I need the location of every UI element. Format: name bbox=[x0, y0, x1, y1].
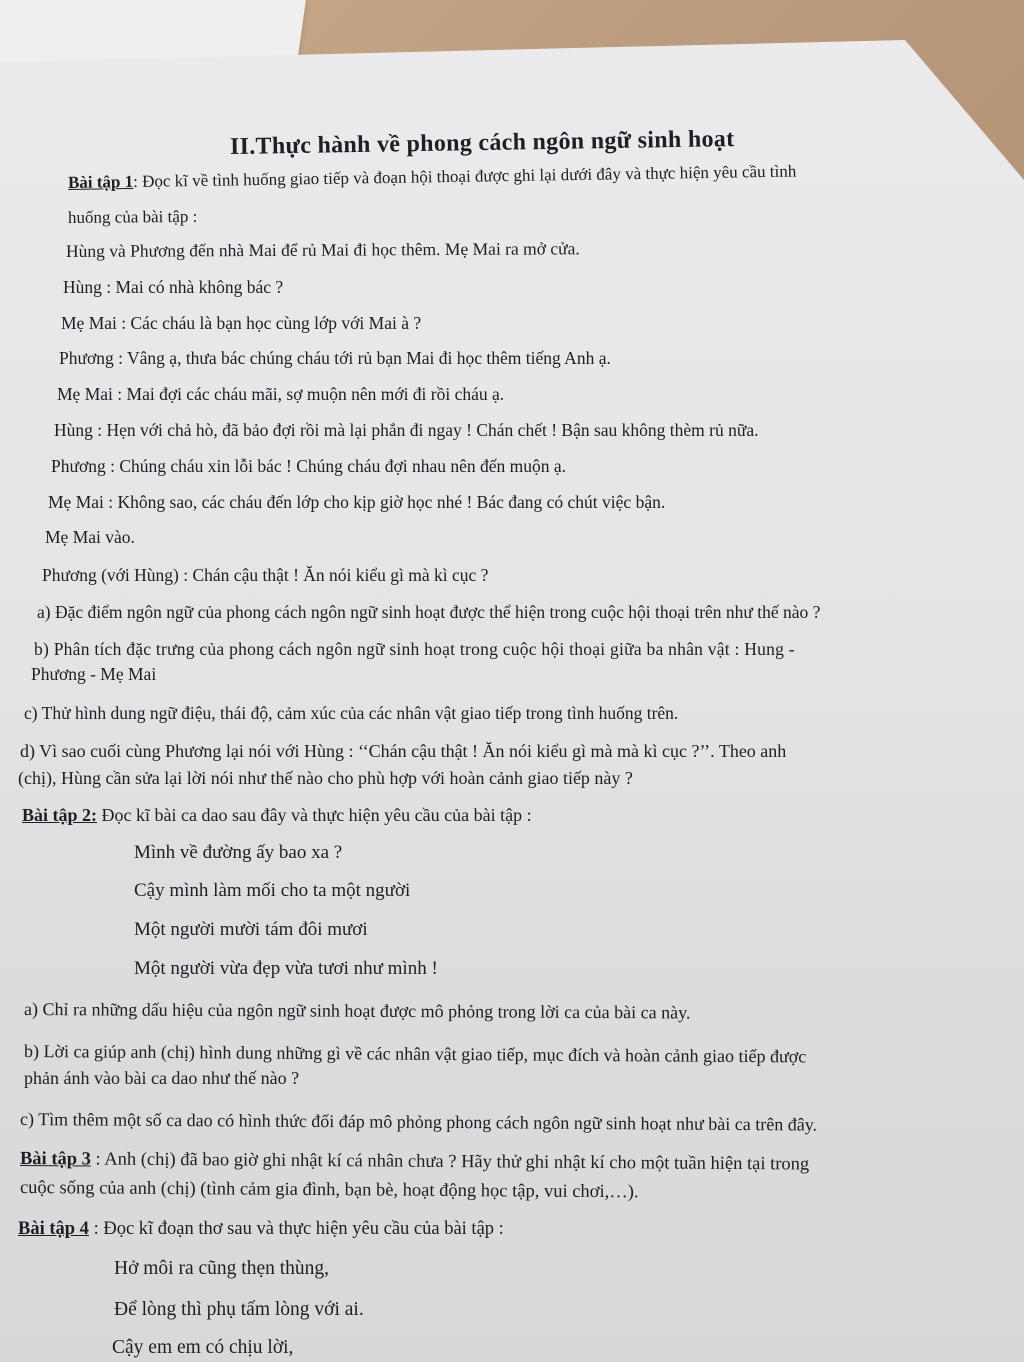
ex1-question-b-line1: b) Phân tích đặc trưng của phong cách ngôn ngữ sinh hoạt trong cuộc hội thoại giữa ba nhân vật : Hung - bbox=[34, 639, 795, 659]
ex2-intro-text: Đọc kĩ bài ca dao sau đây và thực hiện yêu cầu của bài tập : bbox=[97, 805, 532, 825]
ex2-question-a: a) Chỉ ra những dấu hiệu của ngôn ngữ sinh hoạt được mô phỏng trong lời ca của bài ca này. bbox=[23, 999, 691, 1023]
dialogue-line-3: Mẹ Mai : Các cháu là bạn học cùng lớp với Mai à ? bbox=[61, 313, 422, 333]
dialogue-line-7: Phương : Chúng cháu xin lỗi bác ! Chúng cháu đợi nhau nên đến muộn ạ. bbox=[51, 456, 566, 476]
ex3-line1 bbox=[20, 1148, 809, 1176]
ex2-poem-line-3: Một người mười tám đôi mươi bbox=[134, 919, 368, 940]
ex1-label: Bài tập 1 bbox=[67, 171, 134, 192]
dialogue-line-4: Phương : Vâng ạ, thưa bác chúng cháu tới rủ bạn Mai đi học thêm tiếng Anh ạ. bbox=[59, 348, 611, 368]
dialogue-line-10: Phương (với Hùng) : Chán cậu thật ! Ăn nói kiểu gì mà kì cục ? bbox=[42, 565, 489, 585]
dialogue-line-1: Hùng và Phương đến nhà Mai để rủ Mai đi học thêm. Mẹ Mai ra mở cửa. bbox=[65, 238, 580, 261]
ex4-poem-line-1: Hở môi ra cũng thẹn thùng, bbox=[114, 1258, 330, 1279]
ex1-question-c: c) Thử hình dung ngữ điệu, thái độ, cảm xúc của các nhân vật giao tiếp trong tình huống trên. bbox=[24, 703, 679, 723]
dialogue-line-2: Hùng : Mai có nhà không bác ? bbox=[63, 277, 284, 297]
page-title: II.Thực hành về phong cách ngôn ngữ sinh hoạt bbox=[229, 126, 735, 160]
ex4-intro-text: : Đọc kĩ đoạn thơ sau và thực hiện yêu cầu của bài tập : bbox=[88, 1219, 504, 1239]
ex4-intro bbox=[18, 1218, 504, 1240]
ex1-question-d-line1: d) Vì sao cuối cùng Phương lại nói với Hùng : ‘‘Chán cậu thật ! Ăn nói kiểu gì mà mà kì cục ?’’. Theo anh bbox=[20, 741, 787, 761]
ex3-label: Bài tập 3 bbox=[19, 1149, 92, 1170]
ex2-poem-line-2: Cậy mình làm mối cho ta một người bbox=[134, 880, 411, 901]
ex2-label: Bài tập 2: bbox=[22, 805, 98, 825]
ex4-poem-line-3: Cậy em em có chịu lời, bbox=[112, 1337, 294, 1358]
ex3-text: : Anh (chị) đã bao giờ ghi nhật kí cá nhân chưa ? Hãy thử ghi nhật kí cho một tuần hiện tại trong bbox=[90, 1149, 810, 1175]
ex3-line2: cuộc sống của anh (chị) (tình cảm gia đình, bạn bè, hoạt động học tập, vui chơi,…). bbox=[19, 1178, 639, 1203]
ex4-poem-line-2: Để lòng thì phụ tấm lòng với ai. bbox=[114, 1299, 364, 1320]
ex2-intro bbox=[22, 804, 532, 826]
ex2-question-b-line1: b) Lời ca giúp anh (chị) hình dung những gì về các nhân vật giao tiếp, mục đích và hoàn cảnh giao tiếp được bbox=[23, 1041, 807, 1067]
ex1-intro-line1 bbox=[68, 161, 797, 194]
ex1-question-a: a) Đặc điểm ngôn ngữ của phong cách ngôn ngữ sinh hoạt được thể hiện trong cuộc hội thoại trên như thế nào ? bbox=[37, 602, 821, 622]
ex1-question-b-line2: Phương - Mẹ Mai bbox=[31, 664, 157, 684]
ex2-poem-line-1: Mình về đường ấy bao xa ? bbox=[134, 842, 343, 863]
dialogue-line-6: Hùng : Hẹn với chả hò, đã bảo đợi rồi mà lại phắn đi ngay ! Chán chết ! Bận sau không thèm rủ nữa. bbox=[54, 420, 759, 440]
ex2-poem-line-4: Một người vừa đẹp vừa tươi như mình ! bbox=[134, 958, 438, 979]
ex1-intro-text: : Đọc kĩ về tình huống giao tiếp và đoạn hội thoại được ghi lại dưới đây và thực hiện yêu cầu tình bbox=[133, 161, 797, 191]
ex4-label: Bài tập 4 bbox=[18, 1219, 89, 1239]
dialogue-line-8: Mẹ Mai : Không sao, các cháu đến lớp cho kịp giờ học nhé ! Bác đang có chút việc bận. bbox=[48, 492, 666, 512]
ex2-question-b-line2: phản ánh vào bài ca dao như thế nào ? bbox=[24, 1068, 300, 1088]
dialogue-line-5: Mẹ Mai : Mai đợi các cháu mãi, sợ muộn nên mới đi rồi cháu ạ. bbox=[57, 384, 505, 404]
ex2-question-c: c) Tìm thêm một số ca dao có hình thức đối đáp mô phỏng phong cách ngôn ngữ sinh hoạt như bài ca trên đây. bbox=[19, 1109, 818, 1135]
dialogue-line-9: Mẹ Mai vào. bbox=[45, 527, 135, 547]
ex1-question-d-line2: (chị), Hùng cần sửa lại lời nói như thế nào cho phù hợp với hoàn cảnh giao tiếp này ? bbox=[18, 768, 633, 788]
ex1-intro-line2: huống của bài tập : bbox=[67, 206, 198, 227]
